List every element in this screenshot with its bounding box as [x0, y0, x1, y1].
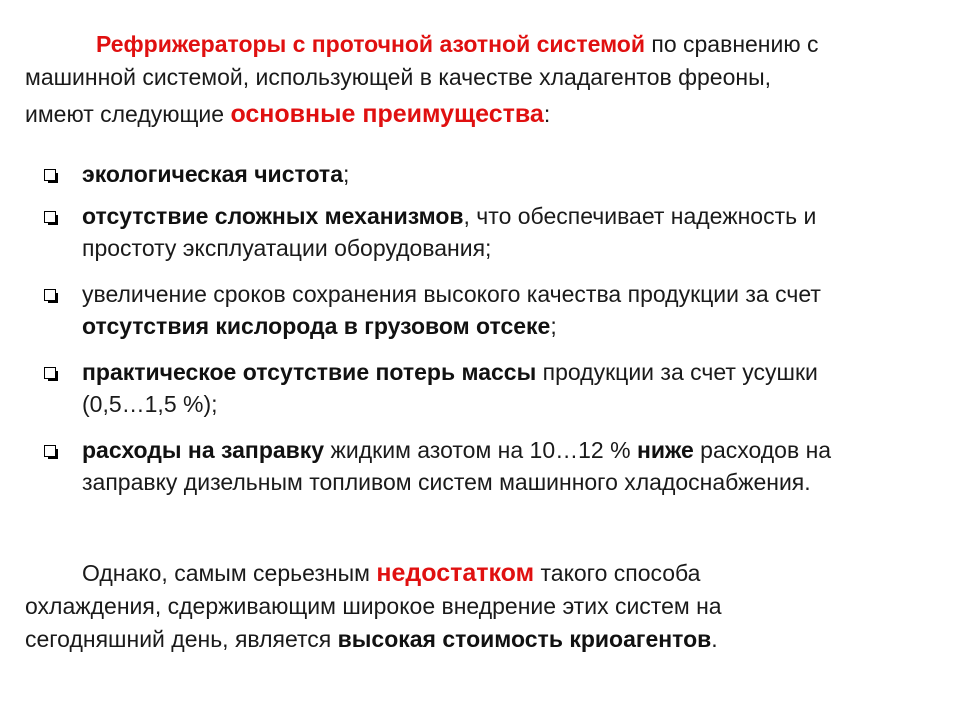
outro-paragraph: [25, 557, 722, 656]
bullet-bold-mid: ниже: [636, 437, 694, 463]
intro-title-red: Рефрижераторы с проточной азотной системой: [96, 31, 645, 57]
outro-line-1-start: Однако, самым серьезным: [82, 560, 377, 586]
list-item: [40, 434, 955, 498]
outro-line-3-end: .: [711, 626, 718, 652]
advantages-highlight: основные преимущества: [230, 100, 544, 128]
intro-paragraph: [25, 28, 819, 134]
bullet-text: продукции за счет усушки: [536, 359, 818, 385]
intro-line-3-start: имеют следующие: [25, 101, 231, 127]
list-item: [40, 356, 955, 420]
bullet-text-end: ;: [550, 313, 557, 339]
outro-line-1: [25, 557, 722, 590]
advantages-list: [40, 158, 955, 498]
list-item: [40, 158, 955, 190]
bullet-bold: практическое отсутствие потерь массы: [82, 359, 537, 385]
bullet-text: увеличение сроков сохранения высокого качества продукции за счет: [82, 281, 821, 307]
outro-line-3-start: сегодняшний день, является: [25, 626, 338, 652]
bullet-bold: экологическая чистота: [82, 161, 343, 187]
bullet-bold: расходы на заправку: [82, 437, 325, 463]
bullet-bold: отсутствие сложных механизмов: [82, 203, 464, 229]
bullet-bold: отсутствия кислорода в грузовом отсеке: [82, 313, 551, 339]
checkbox-bullet-icon: [44, 289, 56, 301]
bullet-text: ;: [343, 161, 350, 187]
checkbox-bullet-icon: [44, 211, 56, 223]
bullet-text: , что обеспечивает надежность и: [463, 203, 817, 229]
checkbox-bullet-icon: [44, 169, 56, 181]
outro-bold: высокая стоимость криоагентов: [337, 626, 712, 652]
intro-line-3: [25, 94, 819, 134]
checkbox-bullet-icon: [44, 445, 56, 457]
list-item: [40, 278, 955, 342]
bullet-line-2: заправку дизельным топливом систем машинного хладоснабжения.: [82, 469, 811, 495]
outro-line-3: [25, 623, 722, 656]
intro-line-3-end: :: [543, 101, 551, 127]
outro-line-1-end: такого способа: [534, 560, 701, 586]
intro-line-2: машинной системой, использующей в качестве хладагентов фреоны,: [25, 64, 772, 90]
bullet-line-2: (0,5…1,5 %);: [82, 391, 218, 417]
bullet-text-end: расходов на: [693, 437, 832, 463]
intro-line-1-rest: по сравнению с: [644, 31, 819, 57]
intro-line-1: [25, 28, 819, 61]
list-item: [40, 200, 955, 264]
checkbox-bullet-icon: [44, 367, 56, 379]
disadvantage-highlight: недостатком: [376, 559, 535, 587]
bullet-text: жидким азотом на 10…12 %: [324, 437, 637, 463]
bullet-line-2: простоту эксплуатации оборудования;: [82, 235, 492, 261]
outro-line-2: охлаждения, сдерживающим широкое внедрение этих систем на: [25, 593, 722, 619]
